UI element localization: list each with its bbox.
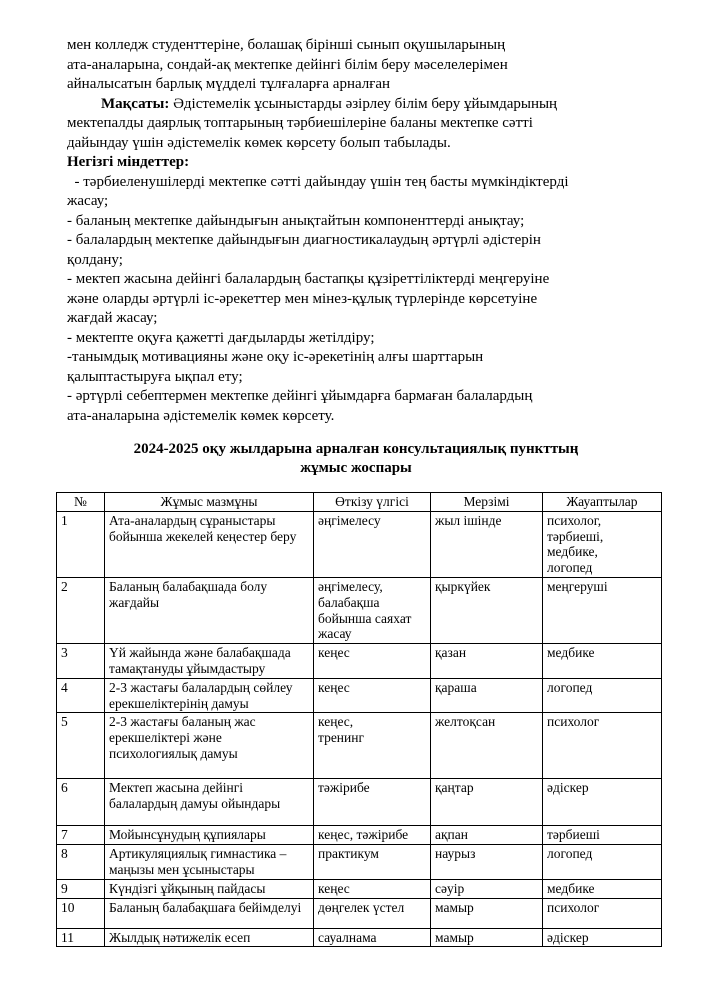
header-format: Өткізу үлгісі [314,493,431,512]
table-row [57,713,662,779]
tasks-label: Негізгі міндеттер: [67,154,190,170]
cell-deadline: жыл ішінде [431,511,543,577]
task-item [67,387,645,426]
cell-number: 10 [57,898,105,928]
text-line: қолдану; [67,251,123,268]
cell-responsible: психолог, тәрбиеші, медбике, логопед [543,511,662,577]
table-row [57,779,662,826]
table-row [57,577,662,643]
task-item [67,329,645,349]
cell-responsible: әдіскер [543,779,662,826]
cell-format: кеңес [314,678,431,713]
cell-deadline: желтоқсан [431,713,543,779]
cell-format: әңгімелесу [314,511,431,577]
cell-number: 1 [57,511,105,577]
table-header-row [57,493,662,512]
header-number: № [57,493,105,512]
cell-content: Үй жайында және балабақшада тамақтануды ұйымдастыру [105,644,314,679]
cell-content: Ата-аналардың сұраныстары бойынша жекелей кеңестер беру [105,511,314,577]
cell-deadline: қараша [431,678,543,713]
table-body [57,511,662,947]
cell-deadline: сәуір [431,879,543,898]
header-content: Жұмыс мазмұны [105,493,314,512]
goal-paragraph [67,95,645,115]
text-line: мектепалды даярлық топтарының тәрбиешілеріне баланы мектепке сәтті [67,115,533,131]
cell-content: Күндізгі ұйқының пайдасы [105,879,314,898]
cell-number: 6 [57,779,105,826]
cell-number: 3 [57,644,105,679]
text-line: - мектеп жасына дейінгі балалардың бастапқы құзіреттіліктерді меңгеруіне [67,271,550,287]
cell-format: кеңес [314,879,431,898]
cell-responsible: тәрбиеші [543,826,662,845]
cell-responsible: меңгеруші [543,577,662,643]
cell-content: Мойынсұнудың құпиялары [105,826,314,845]
heading-line: 2024-2025 оқу жылдарына арналған консультациялық пункттың [133,441,579,457]
cell-content: 2-3 жастағы балалардың сөйлеу ерекшеліктерінің дамуы [105,678,314,713]
cell-deadline: қазан [431,644,543,679]
goal-continuation [67,114,645,153]
table-row [57,644,662,679]
cell-format: кеңес [314,644,431,679]
cell-content: Баланың балабақшаға бейімделуі [105,898,314,928]
cell-format: кеңес, тәжірибе [314,826,431,845]
table-row [57,928,662,947]
table-row [57,898,662,928]
cell-content: Жылдық нәтижелік есеп [105,928,314,947]
text-line: - әртүрлі себептермен мектепке дейінгі ұйымдарға бармаған балалардың [67,388,533,404]
heading-line: жұмыс жоспары [300,460,412,476]
text-line: - баланың мектепке дайындығын анықтайтын компоненттерді анықтау; [67,212,525,229]
cell-number: 9 [57,879,105,898]
intro-section [67,36,645,426]
cell-number: 11 [57,928,105,947]
cell-deadline: ақпан [431,826,543,845]
cell-deadline: наурыз [431,845,543,880]
table-row [57,511,662,577]
cell-number: 8 [57,845,105,880]
task-item [67,173,645,212]
header-responsible: Жауаптылар [543,493,662,512]
header-deadline: Мерзімі [431,493,543,512]
cell-number: 7 [57,826,105,845]
cell-format: практикум [314,845,431,880]
task-item [67,348,645,387]
cell-number: 2 [57,577,105,643]
text-line: - тәрбиеленушілерді мектепке сәтті дайындау үшін тең басты мүмкіндіктерді [67,173,569,190]
table-row [57,879,662,898]
table-row [57,826,662,845]
cell-content: Артикуляциялық гимнастика – маңызы мен ұсыныстары [105,845,314,880]
goal-label: Мақсаты: [101,95,170,112]
text-line: - балалардың мектепке дайындығын диагностикалаудың әртүрлі әдістерін [67,232,541,248]
task-item [67,231,645,270]
cell-content: Баланың балабақшада болу жағдайы [105,577,314,643]
text-line: -танымдық мотивацияны және оқу іс-әрекетінің алғы шарттарын [67,349,484,365]
intro-paragraph [67,36,645,95]
text-line: - мектепте оқуға қажетті дағдыларды жетілдіру; [67,329,375,346]
text-line: қалыптастыруға ықпал ету; [67,368,243,385]
cell-responsible: медбике [543,644,662,679]
cell-responsible: логопед [543,845,662,880]
table-row [57,678,662,713]
cell-deadline: қыркүйек [431,577,543,643]
cell-format: тәжірибе [314,779,431,826]
cell-deadline: мамыр [431,928,543,947]
plan-heading [67,440,645,478]
cell-responsible: психолог [543,713,662,779]
cell-deadline: қаңтар [431,779,543,826]
text-line: ата-аналарына, сондай-ақ мектепке дейінгі білім беру мәселелерімен [67,56,508,73]
text-line: Әдістемелік ұсыныстарды әзірлеу білім беру ұйымдарының [169,95,558,112]
cell-deadline: мамыр [431,898,543,928]
cell-number: 4 [57,678,105,713]
cell-content: 2-3 жастағы баланың жас ерекшеліктері және психологиялық дамуы [105,713,314,779]
cell-format: кеңес, тренинг [314,713,431,779]
text-line: мен колледж студенттеріне, болашақ бірінші сынып оқушыларының [67,37,506,53]
task-item [67,212,645,232]
cell-content: Мектеп жасына дейінгі балалардың дамуы ойындары [105,779,314,826]
tasks-list [67,173,645,427]
cell-responsible: әдіскер [543,928,662,947]
table-row [57,845,662,880]
cell-responsible: логопед [543,678,662,713]
text-line: жасау; [67,193,109,209]
cell-format: дөңгелек үстел [314,898,431,928]
text-line: және оларды әртүрлі іс-әрекеттер мен мінез-құлық түрлерінде көрсетуіне [67,290,538,307]
task-item [67,270,645,329]
text-line: жағдай жасау; [67,310,158,326]
text-line: айналысатын барлық мүдделі тұлғаларға арналған [67,76,391,92]
cell-responsible: медбике [543,879,662,898]
text-line: ата-аналарына әдістемелік көмек көрсету. [67,407,335,424]
cell-format: сауалнама [314,928,431,947]
cell-format: әңгімелесу, балабақша бойынша саяхат жасау [314,577,431,643]
cell-number: 5 [57,713,105,779]
text-line: дайындау үшін әдістемелік көмек көрсету болып табылады. [67,134,451,151]
work-plan-table [56,492,662,947]
cell-responsible: психолог [543,898,662,928]
